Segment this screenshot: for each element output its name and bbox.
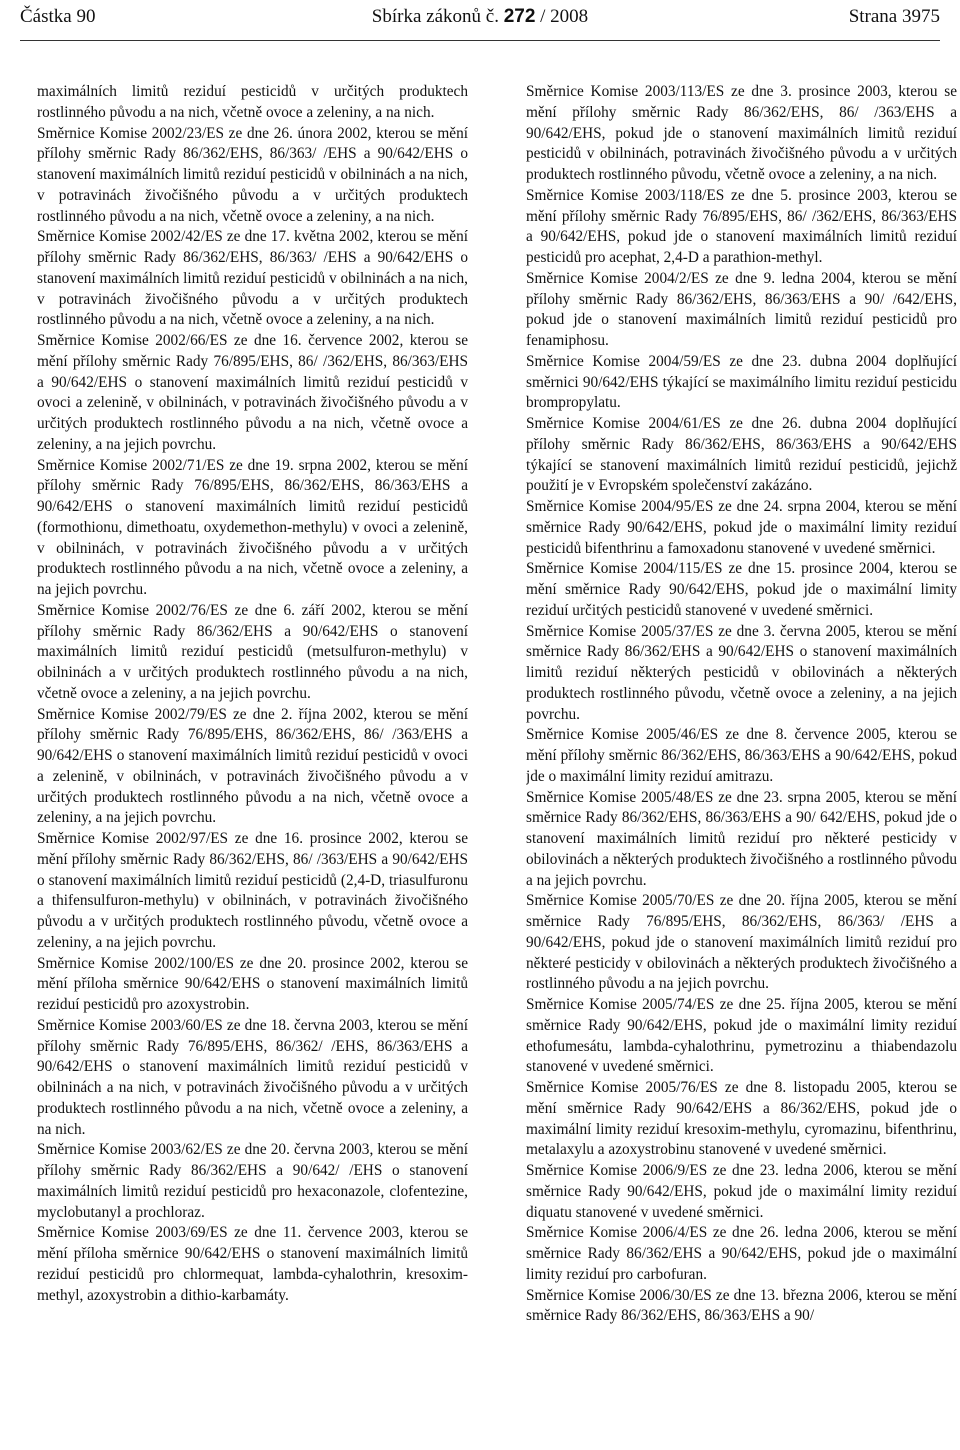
directive-entry: Směrnice Komise 2002/66/ES ze dne 16. července 2002, kterou se mění přílohy směrnic Rady 76/895/EHS, 86/ /362/EHS, 86/363/EHS a 90/642/EHS o stanovení maximálních limitů reziduí pesticidů v ovoci a zelenině, v obilninách, v potravinách živočišného původu a v určitých produktech rostlinného původu a na nich, včetně ovoce a zeleniny, a na jejich povrchu. [37,332,468,453]
directive-entry: Směrnice Komise 2006/9/ES ze dne 23. ledna 2006, kterou se mění směrnice Rady 90/642/EHS, pokud jde o maximální limity reziduí diquatu stanovené v uvedené směrnici. [526,1162,957,1221]
directive-entry: Směrnice Komise 2005/70/ES ze dne 20. října 2005, kterou se mění směrnice Rady 76/895/EHS, 86/362/EHS, 86/363/ /EHS a 90/642/EHS, pokud jde o stanovení maximálních limitů reziduí pro některé pesticidy v obilovinách a některých produktech živočišného a rostlinného původu a na jejich povrchu. [526,892,957,993]
collection-year: / 2008 [535,6,589,27]
directive-entry: Směrnice Komise 2005/37/ES ze dne 3. června 2005, kterou se mění směrnice Rady 86/362/EHS a 90/642/EHS o stanovení maximálních limitů reziduí některých pesticidů v obilovinách a některých produktech rostlinného původu, včetně ovoce a zeleniny, a na jejich povrchu. [526,622,957,723]
directive-entry: Směrnice Komise 2002/100/ES ze dne 20. prosince 2002, kterou se mění příloha směrnice 90/642/EHS o stanovení maximálních limitů reziduí pesticidů pro azoxystrobin. [37,954,468,1013]
directive-entry: Směrnice Komise 2003/113/ES ze dne 3. prosince 2003, kterou se mění přílohy směrnic Rady 86/362/EHS, 86/ /363/EHS a 90/642/EHS, pokud jde o stanovení maximálních limitů reziduí pesticidů v obilninách, potravinách živočišného původu a v určitých produktech rostlinného původu, včetně ovoce a zeleniny, a na nich. [526,83,957,183]
directive-entry: Směrnice Komise 2004/59/ES ze dne 23. dubna 2004 doplňující směrnici 90/642/EHS týkající se maximálního limitu reziduí pesticidu brompropylatu. [526,352,957,412]
directive-entry: Směrnice Komise 2002/97/ES ze dne 16. prosince 2002, kterou se mění přílohy směrnic Rady 86/362/EHS, 86/ /363/EHS a 90/642/EHS o stanovení maximálních limitů reziduí pesticidů (2,4-D, triasulfuronu a thifensulfuron-methylu) v obilninách, v potravinách živočišného původu a v určitých produktech rostlinného původu, včetně ovoce a zeleniny, a na jejich povrchu. [37,830,468,951]
issue-label: Částka 90 [20,6,96,27]
directive-entry: Směrnice Komise 2006/30/ES ze dne 13. března 2006, kterou se mění směrnice Rady 86/362/EHS, 86/363/EHS a 90/ [526,1286,957,1325]
directive-entry: Směrnice Komise 2006/4/ES ze dne 26. ledna 2006, kterou se mění směrnice Rady 86/362/EHS a 90/642/EHS, pokud jde o maximální limity reziduí pro carbofuran. [526,1224,957,1283]
right-column [526,82,957,1446]
page-header [20,4,940,30]
collection-title [20,4,940,30]
collection-number: 272 [503,6,536,27]
directive-entry: Směrnice Komise 2003/118/ES ze dne 5. prosince 2003, kterou se mění přílohy směrnic Rady 76/895/EHS, 86/ /362/EHS, 86/363/EHS a 90/642/EHS, pokud jde o stanovení maximálních limitů reziduí pesticidů pro acephat, 2,4-D a parathion-methyl. [526,186,957,266]
header-rule [20,40,940,41]
directive-entry: Směrnice Komise 2002/42/ES ze dne 17. května 2002, kterou se mění přílohy směrnic Rady 86/362/EHS, 86/363/ /EHS a 90/642/EHS o stanovení maximálních limitů reziduí pesticidů v obilninách a na nich, v potravinách živočišného původu a v určitých produktech rostlinného původu a na nich, včetně ovoce a zeleniny, a na nich. [37,228,468,329]
directive-entry: Směrnice Komise 2003/60/ES ze dne 18. června 2003, kterou se mění přílohy směrnic Rady 76/895/EHS, 86/362/ /EHS, 86/363/EHS a 90/642/EHS o stanovení maximálních limitů reziduí pesticidů v obilninách a na nich, v potravinách živočišného původu a v určitých produktech rostlinného původu a na nich, včetně ovoce a zeleniny, a na nich. [37,1016,468,1138]
directive-entry: Směrnice Komise 2002/79/ES ze dne 2. října 2002, kterou se mění přílohy směrnic Rady 76/895/EHS, 86/362/EHS, 86/ /363/EHS a 90/642/EHS o stanovení maximálních limitů reziduí pesticidů v ovoci a zelenině, v obilninách, v potravinách živočišného původu a v určitých produktech rostlinného původu a na nich, včetně ovoce a zeleniny, a na jejich povrchu. [37,705,468,827]
directive-entry: maximálních limitů reziduí pesticidů v určitých produktech rostlinného původu a na nich, včetně ovoce a zeleniny, a na nich. [37,83,468,121]
collection-prefix: Sbírka zákonů č. [371,6,504,27]
directive-entry: Směrnice Komise 2002/76/ES ze dne 6. září 2002, kterou se mění přílohy směrnic Rady 86/362/EHS a 90/642/EHS o stanovení maximálních limitů reziduí pesticidů (metsulfuron-methylu) v obilninách a v určitých produktech rostlinného původu a na nich, včetně ovoce a zeleniny, a na jejich povrchu. [37,601,468,702]
directive-entry: Směrnice Komise 2004/95/ES ze dne 24. srpna 2004, kterou se mění směrnice Rady 90/642/EHS, pokud jde o maximální limity reziduí pesticidů bifenthrinu a famoxadonu stanovené v uvedené směrnici. [526,498,957,557]
directive-entry: Směrnice Komise 2004/115/ES ze dne 15. prosince 2004, kterou se mění směrnice Rady 90/642/EHS, pokud jde o maximální limity reziduí určitých pesticidů stanovené v uvedené směrnici. [526,560,957,619]
directive-entry: Směrnice Komise 2005/74/ES ze dne 25. října 2005, kterou se mění směrnice Rady 90/642/EHS, pokud jde o maximální limity reziduí ethofumesátu, lambda-cyhalothrinu, pymetrozinu a thiabendazolu stanovené v uvedené směrnici. [526,996,957,1076]
directive-entry: Směrnice Komise 2003/62/ES ze dne 20. června 2003, kterou se mění přílohy směrnic Rady 86/362/EHS a 90/642/ /EHS o stanovení maximálních limitů reziduí pesticidů pro hexaconazole, clofentezine, myclobutanyl a prochloraz. [37,1141,468,1221]
directive-entry: Směrnice Komise 2002/71/ES ze dne 19. srpna 2002, kterou se mění přílohy směrnic Rady 76/895/EHS, 86/362/EHS, 86/363/EHS a 90/642/EHS o stanovení maximálních limitů reziduí pesticidů (formothionu, dimethoatu, oxydemethon-methylu) v ovoci a zelenině, v obilninách, v potravinách živočišného původu a v určitých produktech rostlinného původu a na nich, včetně ovoce a zeleniny, a na jejich povrchu. [37,456,468,598]
page-number: Strana 3975 [848,6,940,27]
directive-entry: Směrnice Komise 2005/76/ES ze dne 8. listopadu 2005, kterou se mění směrnice Rady 90/642/EHS a 86/362/EHS, pokud jde o maximální limity reziduí kresoxim-methylu, cyromazinu, bifenthrinu, metalaxylu a azoxystrobinu stanovené v uvedené směrnici. [526,1079,957,1159]
directive-entry: Směrnice Komise 2004/61/ES ze dne 26. dubna 2004 doplňující přílohy směrnic Rady 86/362/EHS, 86/363/EHS a 90/642/EHS týkající se stanovení maximálních limitů reziduí pesticidů, jejichž použití je v Evropském společenství zakázáno. [526,415,957,495]
directive-entry: Směrnice Komise 2004/2/ES ze dne 9. ledna 2004, kterou se mění přílohy směrnic Rady 86/362/EHS, 86/363/EHS a 90/ /642/EHS, pokud jde o stanovení maximálních limitů reziduí pesticidů pro fenamiphosu. [526,269,957,349]
directive-entry: Směrnice Komise 2002/23/ES ze dne 26. února 2002, kterou se mění přílohy směrnic Rady 86/362/EHS, 86/363/ /EHS a 90/642/EHS o stanovení maximálních limitů reziduí pesticidů v obilninách a na nich, v potravinách živočišného původu a v určitých produktech rostlinného původu a na nich, včetně ovoce a zeleniny, a na nich. [37,124,468,225]
directive-entry: Směrnice Komise 2005/48/ES ze dne 23. srpna 2005, kterou se mění směrnice Rady 86/362/EHS, 86/363/EHS a 90/ 642/EHS, pokud jde o stanovení maximálních limitů reziduí pro některé pesticidy v obilovinách a některých produktech živočišného a rostlinného původu a na jejich povrchu. [526,788,957,889]
left-column [37,82,468,1446]
directive-entry: Směrnice Komise 2005/46/ES ze dne 8. července 2005, kterou se mění přílohy směrnic 86/362/EHS, 86/363/EHS a 90/642/EHS, pokud jde o maximální limity reziduí amitrazu. [526,726,957,785]
directive-entry: Směrnice Komise 2003/69/ES ze dne 11. července 2003, kterou se mění příloha směrnice 90/642/EHS o stanovení maximálních limitů reziduí pesticidů pro chlormequat, lambda-cyhalothrin, kresoxim-methyl, azoxystrobin a dithio-karbamáty. [37,1224,468,1304]
